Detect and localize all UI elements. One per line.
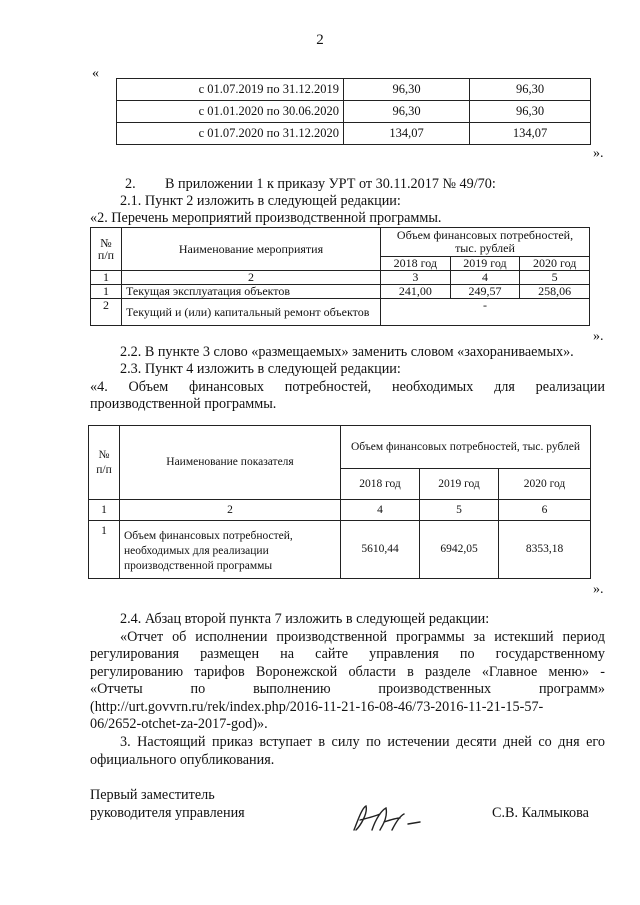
close-quote: ». [593, 329, 604, 344]
header-num: № п/п [91, 228, 122, 271]
index-cell: 4 [341, 500, 420, 521]
tariff-period-table [116, 78, 591, 145]
merged-value-cell: - [381, 299, 590, 326]
activities-table [90, 227, 590, 326]
header-year: 2019 год [420, 469, 499, 500]
header-volume: Объем финансовых потребностей, тыс. рублей [381, 228, 590, 257]
index-cell: 4 [450, 271, 520, 285]
row-num: 2 [91, 299, 122, 326]
subitem-2-4: 2.4. Абзац второй пункта 7 изложить в следующей редакции: [120, 611, 490, 627]
row-num: 1 [91, 285, 122, 299]
section-heading-4: «4. Объем финансовых потребностей, необходимых для реализации [90, 379, 605, 395]
report-line-1: «Отчет об исполнении производственной программы за истекший период [120, 629, 605, 645]
period-cell: с 01.01.2020 по 30.06.2020 [117, 101, 344, 123]
index-cell: 3 [381, 271, 451, 285]
signer-name: С.В. Калмыкова [492, 805, 589, 821]
report-line-4: «Отчеты по выполнению производственных программ» [90, 681, 605, 697]
index-cell: 2 [120, 500, 341, 521]
financial-needs-table [88, 425, 591, 579]
report-line-5: (http://urt.govvrn.ru/rek/index.php/2016-11-21-16-08-46/73-2016-11-21-15-57- [90, 699, 544, 715]
value-cell: 5610,44 [341, 521, 420, 579]
section-heading-4-cont: производственной программы. [90, 396, 277, 412]
value-cell: 96,30 [344, 101, 470, 123]
table-row [89, 500, 591, 521]
table-row [91, 271, 590, 285]
table-row [117, 101, 591, 123]
row-name: Текущий и (или) капитальный ремонт объектов [122, 299, 381, 326]
report-line-3: регулированию тарифов Воронежской области в разделе «Главное меню» - [90, 664, 605, 680]
header-name: Наименование мероприятия [122, 228, 381, 271]
period-cell: с 01.07.2020 по 31.12.2020 [117, 123, 344, 145]
header-year: 2020 год [520, 257, 590, 271]
item-3-line-2: официального опубликования. [90, 752, 275, 768]
handwritten-signature [346, 800, 426, 840]
report-line-6: 06/2652-otchet-za-2017-god)». [90, 716, 268, 732]
row-num: 1 [89, 521, 120, 579]
value-cell: 96,30 [470, 79, 591, 101]
value-cell: 6942,05 [420, 521, 499, 579]
item-2-text: В приложении 1 к приказу УРТ от 30.11.2017 № 49/70: [165, 176, 496, 192]
header-volume: Объем финансовых потребностей, тыс. рублей [341, 426, 591, 469]
value-cell: 258,06 [520, 285, 590, 299]
section-heading-2: «2. Перечень мероприятий производственной программы. [90, 210, 442, 226]
header-year: 2020 год [499, 469, 591, 500]
value-cell: 241,00 [381, 285, 451, 299]
period-cell: с 01.07.2019 по 31.12.2019 [117, 79, 344, 101]
value-cell: 96,30 [344, 79, 470, 101]
item-2-number: 2. [125, 176, 136, 192]
value-cell: 249,57 [450, 285, 520, 299]
header-year: 2018 год [341, 469, 420, 500]
row-name: Объем финансовых потребностей, необходимых для реализации производственной программы [120, 521, 341, 579]
index-cell: 6 [499, 500, 591, 521]
index-cell: 5 [420, 500, 499, 521]
value-cell: 134,07 [470, 123, 591, 145]
table-row [91, 299, 590, 326]
value-cell: 96,30 [470, 101, 591, 123]
index-cell: 5 [520, 271, 590, 285]
subitem-2-2: 2.2. В пункте 3 слово «размещаемых» заменить словом «захораниваемых». [120, 344, 574, 360]
subitem-2-1: 2.1. Пункт 2 изложить в следующей редакции: [120, 193, 401, 209]
header-num: № п/п [89, 426, 120, 500]
header-name: Наименование показателя [120, 426, 341, 500]
close-quote: ». [593, 582, 604, 597]
signer-title-line-2: руководителя управления [90, 805, 245, 821]
table-row [89, 521, 591, 579]
open-quote: « [92, 66, 99, 81]
table-row [117, 123, 591, 145]
value-cell: 8353,18 [499, 521, 591, 579]
row-name: Текущая эксплуатация объектов [122, 285, 381, 299]
index-cell: 1 [89, 500, 120, 521]
close-quote: ». [593, 146, 604, 161]
header-year: 2018 год [381, 257, 451, 271]
item-3-line-1: 3. Настоящий приказ вступает в силу по истечении десяти дней со дня его [120, 734, 605, 750]
subitem-2-3: 2.3. Пункт 4 изложить в следующей редакции: [120, 361, 401, 377]
signer-title-line-1: Первый заместитель [90, 787, 215, 803]
index-cell: 2 [122, 271, 381, 285]
report-line-2: регулирования размещен на сайте управления по государственному [90, 646, 605, 662]
table-row [91, 285, 590, 299]
index-cell: 1 [91, 271, 122, 285]
value-cell: 134,07 [344, 123, 470, 145]
header-year: 2019 год [450, 257, 520, 271]
table-row [117, 79, 591, 101]
page-number: 2 [316, 32, 324, 48]
